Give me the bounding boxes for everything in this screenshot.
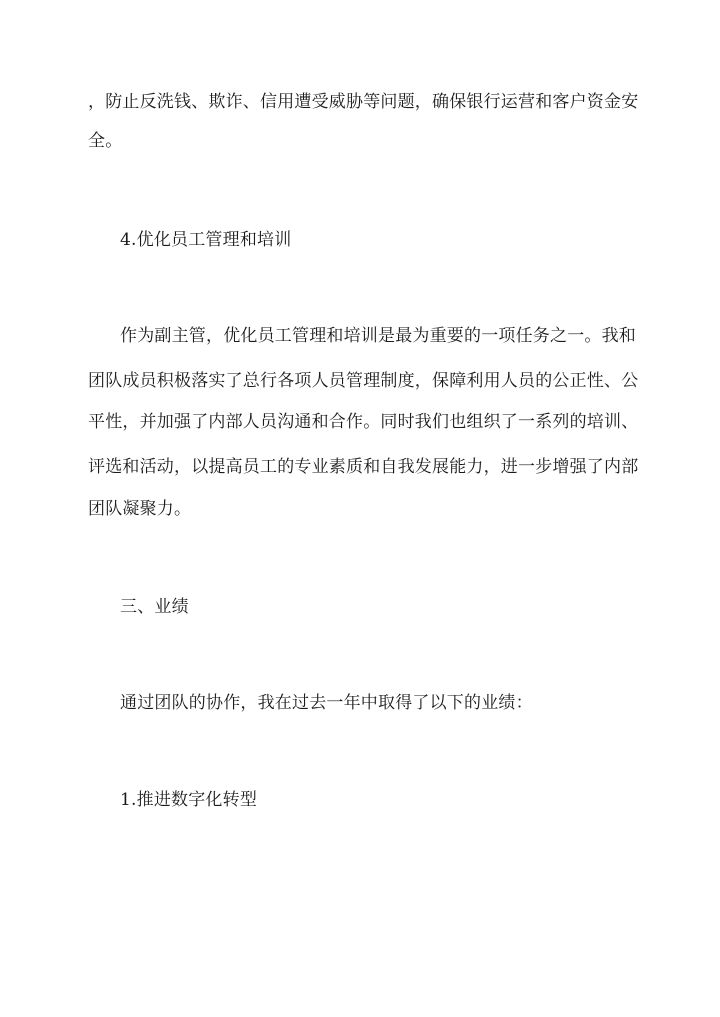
paragraph-line: 平性，并加强了内部人员沟通和合作。同时我们也组织了一系列的培训、 [88,412,639,432]
paragraph-line: 评选和活动，以提高员工的专业素质和自我发展能力，进一步增强了内部 [88,457,639,477]
paragraph-line: 全。 [88,131,123,151]
paragraph-line: ，防止反洗钱、欺诈、信用遭受威胁等问题，确保银行运营和客户资金安 [88,92,639,112]
paragraph-line: 团队成员积极落实了总行各项人员管理制度，保障利用人员的公正性、公 [88,371,639,391]
paragraph-line: 团队凝聚力。 [88,499,192,519]
section-heading: 三、业绩 [120,597,189,617]
section-heading: 1.推进数字化转型 [120,790,258,810]
section-heading: 4.优化员工管理和培训 [120,230,292,250]
paragraph-line: 通过团队的协作，我在过去一年中取得了以下的业绩： [120,693,533,713]
paragraph-line: 作为副主管，优化员工管理和培训是最为重要的一项任务之一。我和 [120,326,636,346]
